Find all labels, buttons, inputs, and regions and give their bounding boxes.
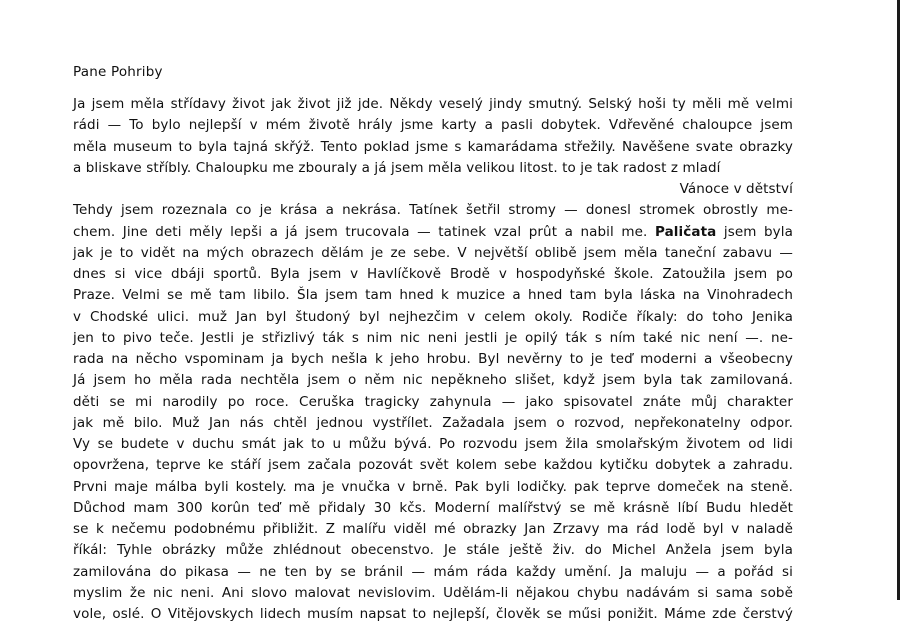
text-line: říkál: Tyhle obrázky může zhlédnout obecenstvo. Je stále ještě živ. do Michel Anžela jsem byla <box>73 542 793 559</box>
text-line: děti se mi narodily po roce. Ceruška tragicky zahynula — jako spisovatel znáte můj charakter <box>73 393 793 410</box>
text-line: jak je to vidět na mých obrazech dělám je ze sebe. V největší oblibě jsem měla taneční zabavu — <box>73 244 793 261</box>
text-line: jak mě bilo. Muž Jan nás chtěl jednou vystřílet. Zažadala jsem o rozvod, nepřekonatelny odpor. <box>73 414 793 431</box>
text-line: a bliskave stříbly. Chaloupku me zbouraly a já jsem měla velikou litost. to je tak radost z mladí <box>73 159 721 176</box>
salutation: Pane Pohriby <box>73 64 163 80</box>
section-heading: Vánoce v dětství <box>679 181 793 197</box>
text-line: Ja jsem měla střídavy život jak život již jde. Někdy veselý jindy smutný. Selský hoši ty měli mě velmi <box>73 96 793 112</box>
text-line-part: jsem byla <box>723 223 793 240</box>
text-line: měla museum to byla tajná skřýž. Tento poklad jsme s kamarádama střežily. Navěšene svate obrazky <box>73 138 793 155</box>
text-line: vole, oslé. O Vitějovskych lidech musím napsat to nejlepší, člověk se műsi ponižit. Máme zde čerstvý <box>73 606 793 622</box>
text-line: se k nečemu podobnému přibližit. Z malířu viděl mé obrazky Jan Zrzavy ma rád lodě byl v naladě <box>73 521 793 537</box>
bold-word: Paličata <box>654 223 717 240</box>
text-line: rada na něcho vspominam ja bych nešla k jeho hrobu. Byl nevěrny to je teď moderni a všeobecny <box>73 351 793 367</box>
text-line: Praze. Velmi se mě tam libilo. Šla jsem tam hned k muzice a hned tam byla láska na Vinohradech <box>73 287 793 304</box>
text-line: rádi — To bylo nejlepší v mém životě hrály jsme karty a pasli dobytek. Vdřevěné chaloupce jsem <box>73 117 793 134</box>
text-line: opovržena, teprve ke stáří jsem začala pozovát svět kolem sebe každou kytičku dobytek a zahradu. <box>73 457 793 474</box>
text-line: Prvni maje málba byli kostely. ma je vnučka v brně. Pak byli lodičky. pak teprve domeček na steně. <box>73 478 793 495</box>
text-line: myslim že nic neni. Ani slovo malovat nevislovim. Udělám-li nějakou chybu nadávám si sama sobě <box>73 584 793 601</box>
text-line: jen to pivo teče. Jestli je střizlivý ták s nim nic neni jestli je opilý ták s ním také nic není —. ne- <box>73 329 793 346</box>
text-line-part: chem. Jine deti měly lepši a já jsem trucovala — tatinek vzal prût a nabil me. <box>73 223 648 240</box>
body-text <box>73 94 793 625</box>
text-line: dnes si vice dbáji sportů. Byla jsem v Havlíčkově Brodě v hospodyňské škole. Zatoužila jsem po <box>73 266 793 282</box>
text-line: Vy se budete v duchu smát jak to u můžu bývá. Po rozvodu jsem žila smolařským životem od lidi <box>73 436 793 452</box>
text-line: Tehdy jsem rozeznala co je krása a nekrása. Tatínek šetřil stromy — donesl stromek obrostly me- <box>73 202 793 219</box>
text-line <box>73 222 793 243</box>
text-line: v Chodské ulici. muž Jan byl študoný byl nejhezčim v celem okoly. Rodiče říkaly: do toho Jenika <box>73 308 793 325</box>
text-line: Já jsem ho měla rada nechtěla jsem o něm nic nepěkneho slišet, když jsem byla tak zamilovaná. <box>73 372 793 389</box>
text-line: zamilována do pikasa — ne ten by se bránil — mám ráda každy umění. Ja maluju — a pořád si <box>73 563 793 580</box>
text-line: Důchod mam 300 korûn teď mě přidaly 30 kčs. Moderní malířstvý se mě krásně líbí Budu hledět <box>73 499 793 516</box>
